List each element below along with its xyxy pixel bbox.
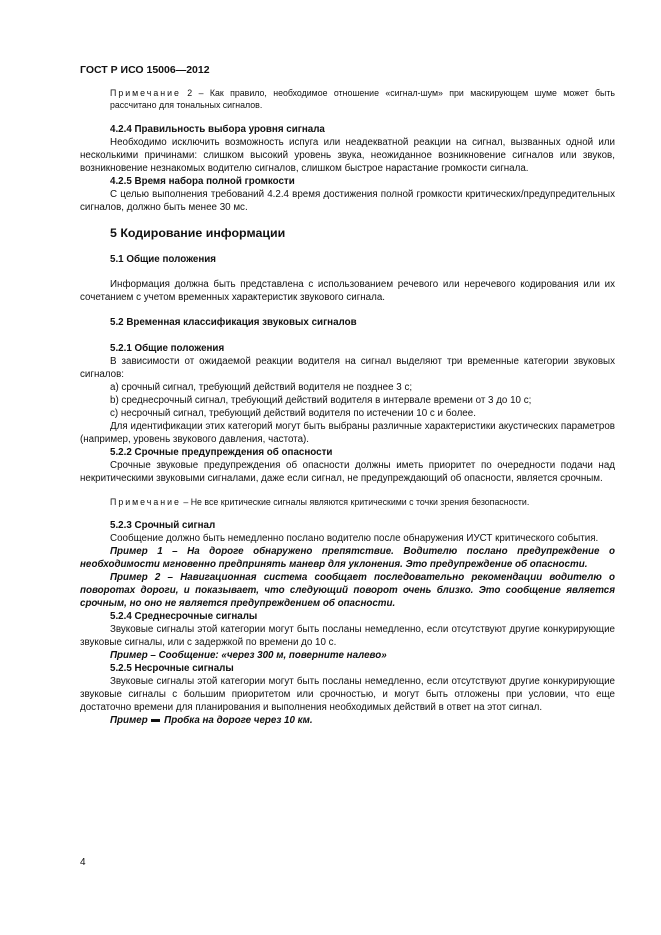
dash-mark <box>151 719 160 722</box>
note-paragraph <box>80 87 615 111</box>
example-paragraph <box>80 714 615 727</box>
section-heading-5-2-3: 5.2.3 Срочный сигнал <box>110 520 216 531</box>
page-content <box>80 87 615 727</box>
note-label: Примечание <box>110 88 181 98</box>
section-heading-4-2-5: 4.2.5 Время набора полной громкости <box>110 176 295 187</box>
note-text: – Не все критические сигналы являются критическими с точки зрения безопасности. <box>180 497 530 507</box>
paragraph: Сообщение должно быть немедленно послано водителю после обнаружения ИУСТ критического события. <box>110 533 599 544</box>
paragraph: Необходимо исключить возможность испуга или неадекватной реакции на сигнал, вызванных одной или несколькими причинами: слишком высокий уровень звука, неожиданное возникновение сигналов или звуков, возникновение незнакомых водителю сигналов, слишком быстрое нарастание громкости сигнала. <box>80 137 615 174</box>
example-paragraph: Пример 2 – Навигационная система сообщает последовательно рекомендации водителю о поворотах дороги, и показывает, что следующий поворот очень близко. Это сообщение является срочным, но оно не является предупреждением об опасности. <box>80 572 615 609</box>
example-text: Пробка на дороге через 10 км. <box>161 715 313 726</box>
example-paragraph: Пример 1 – На дороге обнаружено препятствие. Водителю послано предупреждение о необходимости мгновенно предпринять маневр для уклонения. Это предупреждение об опасности. <box>80 546 615 570</box>
section-heading-5-2-1: 5.2.1 Общие положения <box>110 343 225 354</box>
document-header: ГОСТ Р ИСО 15006—2012 <box>80 64 210 76</box>
paragraph: Звуковые сигналы этой категории могут быть посланы немедленно, если отсутствуют другие конкурирующие звуковые сигналы с большим приоритетом или срочностью, и могут быть отложены при условии, что еще достаточно времени для планирования и выполнения необходимых действий в ответ на этот сигнал. <box>80 676 615 713</box>
page-number: 4 <box>80 857 86 868</box>
example-paragraph: Пример – Сообщение: «через 300 м, поверните налево» <box>110 650 387 661</box>
note-label: Примечание <box>110 497 181 507</box>
section-heading-4-2-4: 4.2.4 Правильность выбора уровня сигнала <box>110 124 325 135</box>
paragraph: В зависимости от ожидаемой реакции водителя на сигнал выделяют три временные категории звуковых сигналов: <box>80 356 615 380</box>
list-item: a) срочный сигнал, требующий действий водителя не позднее 3 с; <box>110 382 413 393</box>
section-heading-5-2-2: 5.2.2 Срочные предупреждения об опасности <box>110 447 333 458</box>
paragraph: С целью выполнения требований 4.2.4 время достижения полной громкости критических/предупредительных сигналов, должно быть менее 30 мс. <box>80 189 615 213</box>
paragraph: Звуковые сигналы этой категории могут быть посланы немедленно, если отсутствуют другие конкурирующие звуковые сигналы, или с задержкой по времени до 10 с. <box>80 624 615 648</box>
section-heading-5: 5 Кодирование информации <box>110 226 286 240</box>
paragraph: Срочные звуковые предупреждения об опасности должны иметь приоритет по очередности подачи над некритическими звуковыми сигналами, даже если сигнал, не предупреждающий об опасности, является срочным. <box>80 460 615 484</box>
section-heading-5-2-5: 5.2.5 Несрочные сигналы <box>110 663 234 674</box>
section-heading-5-2-4: 5.2.4 Среднесрочные сигналы <box>110 611 258 622</box>
section-heading-5-2: 5.2 Временная классификация звуковых сигналов <box>110 317 357 328</box>
note-text: 2 – Как правило, необходимое отношение «сигнал-шум» при маскирующем шуме может быть рассчитано для тональных сигналов. <box>110 88 615 110</box>
section-heading-5-1: 5.1 Общие положения <box>110 254 217 265</box>
note-paragraph <box>80 496 615 508</box>
paragraph: Для идентификации этих категорий могут быть выбраны различные характеристики акустических параметров (например, уровень звукового давления, частота). <box>80 421 615 445</box>
list-item: b) среднесрочный сигнал, требующий действий водителя в интервале времени от 3 до 10 с; <box>110 395 532 406</box>
list-item: c) несрочный сигнал, требующий действий водителя по истечении 10 с и более. <box>110 408 476 419</box>
paragraph: Информация должна быть представлена с использованием речевого или неречевого кодирования или их сочетанием с учетом временных характеристик звукового сигнала. <box>80 279 615 303</box>
example-label: Пример <box>110 715 148 726</box>
